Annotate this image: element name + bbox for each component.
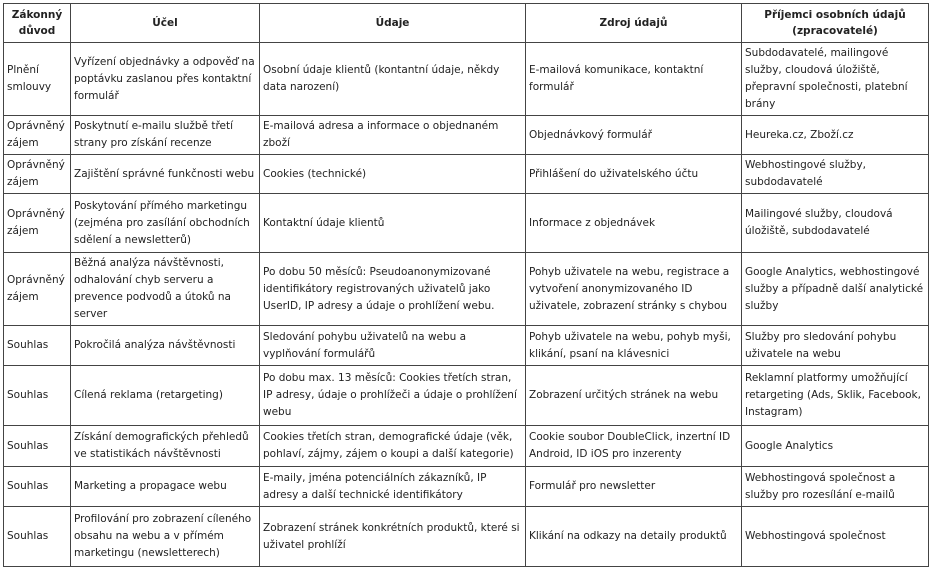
cell-purpose: Marketing a propagace webu	[71, 467, 260, 507]
table-body	[4, 43, 929, 567]
table-row	[4, 155, 929, 194]
cell-legal-basis: Souhlas	[4, 326, 71, 366]
cell-purpose: Poskytování přímého marketingu (zejména pro zasílání obchodních sdělení a newsletterů)	[71, 194, 260, 253]
cell-recipients: Služby pro sledování pohybu uživatele na webu	[742, 326, 929, 366]
cell-purpose: Profilování pro zobrazení cíleného obsahu na webu a v přímém marketingu (newsletterech)	[71, 507, 260, 567]
cell-legal-basis: Oprávněný zájem	[4, 194, 71, 253]
cell-source: Informace z objednávek	[526, 194, 742, 253]
cell-legal-basis: Oprávněný zájem	[4, 116, 71, 155]
cell-source: Klikání na odkazy na detaily produktů	[526, 507, 742, 567]
cell-purpose: Získání demografických přehledů ve statistikách návštěvnosti	[71, 426, 260, 467]
cell-recipients: Google Analytics	[742, 426, 929, 467]
cell-data: Sledování pohybu uživatelů na webu a vyplňování formulářů	[260, 326, 526, 366]
table-row	[4, 43, 929, 116]
cell-legal-basis: Oprávněný zájem	[4, 155, 71, 194]
table-row	[4, 253, 929, 326]
cell-data: Zobrazení stránek konkrétních produktů, které si uživatel prohlíží	[260, 507, 526, 567]
cell-purpose: Cílená reklama (retargeting)	[71, 366, 260, 426]
cell-legal-basis: Souhlas	[4, 426, 71, 467]
table-row	[4, 507, 929, 567]
cell-legal-basis: Oprávněný zájem	[4, 253, 71, 326]
table-header	[4, 4, 929, 43]
cell-purpose: Poskytnutí e-mailu službě třetí strany pro získání recenze	[71, 116, 260, 155]
cell-data: Po dobu max. 13 měsíců: Cookies třetích stran, IP adresy, údaje o prohlížeči a údaje o prohlížení webu	[260, 366, 526, 426]
header-purpose: Účel	[71, 4, 260, 43]
table-row	[4, 326, 929, 366]
table-wrapper	[3, 3, 929, 567]
cell-legal-basis: Souhlas	[4, 507, 71, 567]
cell-purpose: Vyřízení objednávky a odpověď na poptávku zaslanou přes kontaktní formulář	[71, 43, 260, 116]
cell-recipients: Subdodavatelé, mailingové služby, cloudová úložiště, přepravní společnosti, platební brány	[742, 43, 929, 116]
cell-recipients: Heureka.cz, Zboží.cz	[742, 116, 929, 155]
table-row	[4, 467, 929, 507]
cell-source: Pohyb uživatele na webu, pohyb myši, klikání, psaní na klávesnici	[526, 326, 742, 366]
table-row	[4, 194, 929, 253]
cell-recipients: Google Analytics, webhostingové služby a případně další analytické služby	[742, 253, 929, 326]
cell-data: Cookies (technické)	[260, 155, 526, 194]
cell-legal-basis: Plnění smlouvy	[4, 43, 71, 116]
header-legal-basis: Zákonný důvod	[4, 4, 71, 43]
cell-data: Kontaktní údaje klientů	[260, 194, 526, 253]
header-source: Zdroj údajů	[526, 4, 742, 43]
cell-source: Objednávkový formulář	[526, 116, 742, 155]
cell-purpose: Běžná analýza návštěvnosti, odhalování chyb serveru a prevence podvodů a útoků na server	[71, 253, 260, 326]
cell-recipients: Webhostingové služby, subdodavatelé	[742, 155, 929, 194]
table-row	[4, 366, 929, 426]
cell-source: E-mailová komunikace, kontaktní formulář	[526, 43, 742, 116]
cell-data: Cookies třetích stran, demografické údaje (věk, pohlaví, zájmy, zájem o koupi a další kategorie)	[260, 426, 526, 467]
table-row	[4, 116, 929, 155]
cell-source: Formulář pro newsletter	[526, 467, 742, 507]
cell-legal-basis: Souhlas	[4, 467, 71, 507]
cell-source: Zobrazení určitých stránek na webu	[526, 366, 742, 426]
cell-source: Přihlášení do uživatelského účtu	[526, 155, 742, 194]
cell-data: Osobní údaje klientů (kontantní údaje, někdy data narození)	[260, 43, 526, 116]
cell-data: Po dobu 50 měsíců: Pseudoanonymizované identifikátory registrovaných uživatelů jako UserID, IP adresy a údaje o prohlížení webu.	[260, 253, 526, 326]
cell-purpose: Pokročilá analýza návštěvnosti	[71, 326, 260, 366]
cell-recipients: Mailingové služby, cloudová úložiště, subdodavatelé	[742, 194, 929, 253]
header-recipients: Příjemci osobních údajů (zpracovatelé)	[742, 4, 929, 43]
header-row	[4, 4, 929, 43]
cell-data: E-maily, jména potenciálních zákazníků, IP adresy a další technické identifikátory	[260, 467, 526, 507]
cell-recipients: Webhostingová společnost	[742, 507, 929, 567]
cell-source: Cookie soubor DoubleClick, inzertní ID Android, ID iOS pro inzerenty	[526, 426, 742, 467]
header-data: Údaje	[260, 4, 526, 43]
cell-purpose: Zajištění správné funkčnosti webu	[71, 155, 260, 194]
table-row	[4, 426, 929, 467]
cell-data: E-mailová adresa a informace o objednaném zboží	[260, 116, 526, 155]
cell-source: Pohyb uživatele na webu, registrace a vytvoření anonymizovaného ID uživatele, zobrazení stránky s chybou	[526, 253, 742, 326]
gdpr-processing-table	[3, 3, 929, 567]
cell-legal-basis: Souhlas	[4, 366, 71, 426]
cell-recipients: Reklamní platformy umožňující retargeting (Ads, Sklik, Facebook, Instagram)	[742, 366, 929, 426]
cell-recipients: Webhostingová společnost a služby pro rozesílání e-mailů	[742, 467, 929, 507]
